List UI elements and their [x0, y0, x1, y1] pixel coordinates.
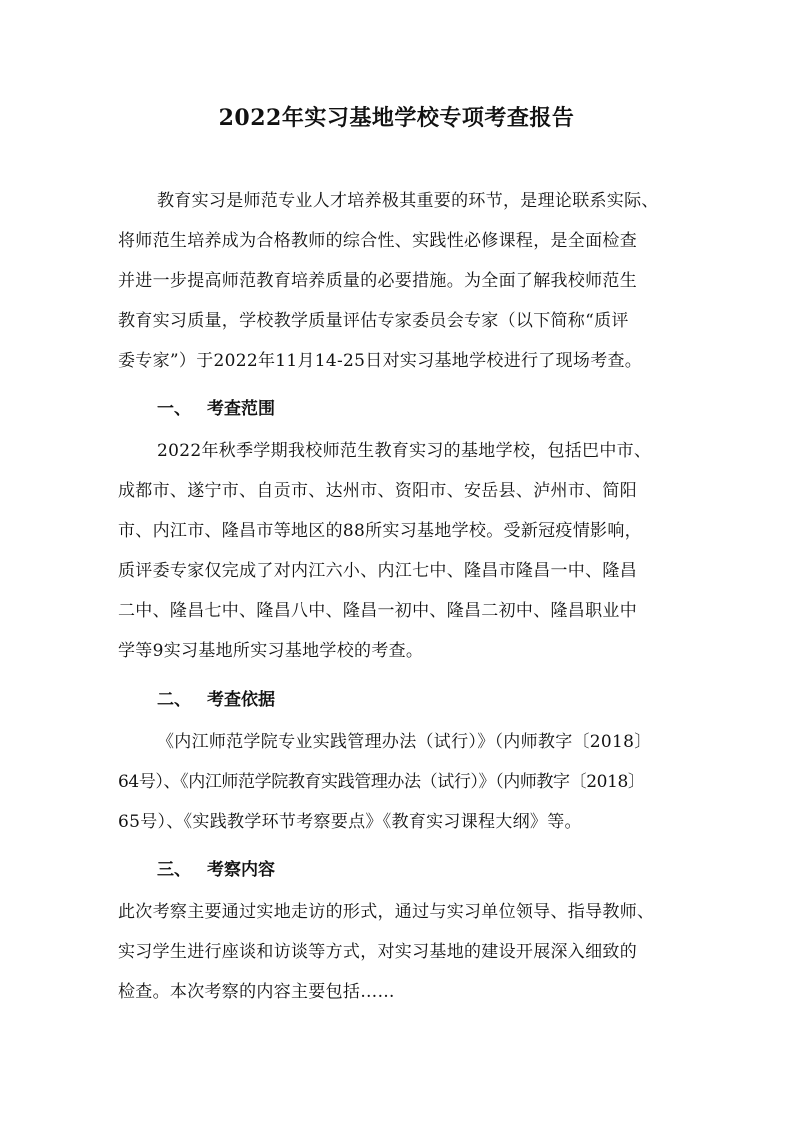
section-2-title: 考查依据 [207, 690, 275, 710]
section-1-line-6: 学等9实习基地所实习基地学校的考查。 [118, 641, 424, 661]
section-3-heading [157, 858, 275, 882]
section-2-heading [157, 688, 275, 712]
section-2-line-2: 64号）、《内江师范学院教育实践管理办法（试行）》（内师教字〔2018〕 [118, 772, 645, 792]
intro-line-2: 将师范生培养成为合格教师的综合性、实践性必修课程，是全面检查 [118, 231, 637, 251]
section-3-line-1: 此次考察主要通过实地走访的形式，通过与实习单位领导、指导教师、 [118, 902, 655, 922]
section-2-number: 二、 [157, 690, 191, 710]
section-3-title: 考察内容 [207, 860, 275, 880]
document-title: 2022年实习基地学校专项考查报告 [218, 105, 575, 131]
section-1-line-5: 二中、隆昌七中、隆昌八中、隆昌一初中、隆昌二初中、隆昌职业中 [118, 601, 637, 621]
section-2-line-3: 65号）、《实践教学环节考察要点》《教育实习课程大纲》等。 [118, 812, 582, 832]
section-1-line-3: 市、内江市、隆昌市等地区的88所实习基地学校。受新冠疫情影响， [118, 521, 642, 541]
section-3-line-2: 实习学生进行座谈和访谈等方式，对实习基地的建设开展深入细致的 [118, 942, 637, 962]
section-1-number: 一、 [157, 399, 191, 419]
section-3-number: 三、 [157, 860, 191, 880]
section-1-line-2: 成都市、遂宁市、自贡市、达州市、资阳市、安岳县、泸州市、简阳 [118, 481, 637, 501]
intro-line-1: 教育实习是师范专业人才培养极其重要的环节，是理论联系实际、 [157, 191, 659, 211]
section-1-line-1: 2022年秋季学期我校师范生教育实习的基地学校，包括巴中市、 [157, 441, 652, 461]
section-2-line-1: 《内江师范学院专业实践管理办法（试行）》（内师教字〔2018〕 [157, 732, 652, 752]
section-1-heading [157, 397, 275, 421]
intro-line-3: 并进一步提高师范教育培养质量的必要措施。为全面了解我校师范生 [118, 271, 637, 291]
section-1-line-4: 质评委专家仅完成了对内江六小、内江七中、隆昌市隆昌一中、隆昌 [118, 561, 637, 581]
intro-line-5: 委专家”）于2022年11月14-25日对实习基地学校进行了现场考查。 [118, 351, 643, 371]
section-1-title: 考查范围 [207, 399, 275, 419]
section-3-line-3: 检查。本次考察的内容主要包括…… [118, 982, 395, 1002]
intro-line-4: 教育实习质量，学校教学质量评估专家委员会专家（以下简称“质评 [118, 311, 629, 331]
